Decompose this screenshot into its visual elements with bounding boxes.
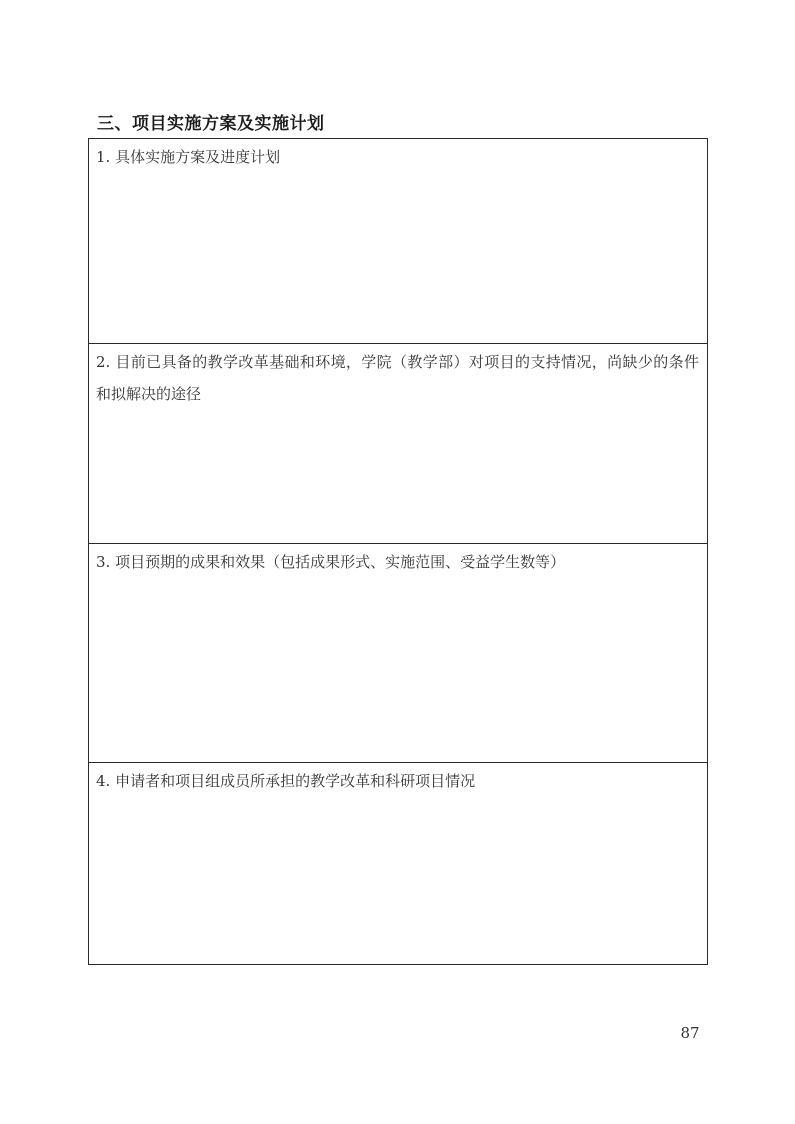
table-row-implementation-plan xyxy=(89,139,707,344)
section-title: 三、项目实施方案及实施计划 xyxy=(97,114,325,134)
row-label: 2. 目前已具备的教学改革基础和环境，学院（教学部）对项目的支持情况，尚缺少的条件和拟解决的途径 xyxy=(96,353,699,403)
table-row-existing-basis xyxy=(89,344,707,544)
row-label: 1. 具体实施方案及进度计划 xyxy=(96,148,281,166)
table-row-expected-results xyxy=(89,544,707,763)
row-label: 3. 项目预期的成果和效果（包括成果形式、实施范围、受益学生数等） xyxy=(96,553,566,571)
table-row-undertaken-projects xyxy=(89,763,707,965)
page-number: 87 xyxy=(680,1024,700,1042)
row-label: 4. 申请者和项目组成员所承担的教学改革和科研项目情况 xyxy=(96,772,476,790)
implementation-plan-table xyxy=(88,138,708,965)
